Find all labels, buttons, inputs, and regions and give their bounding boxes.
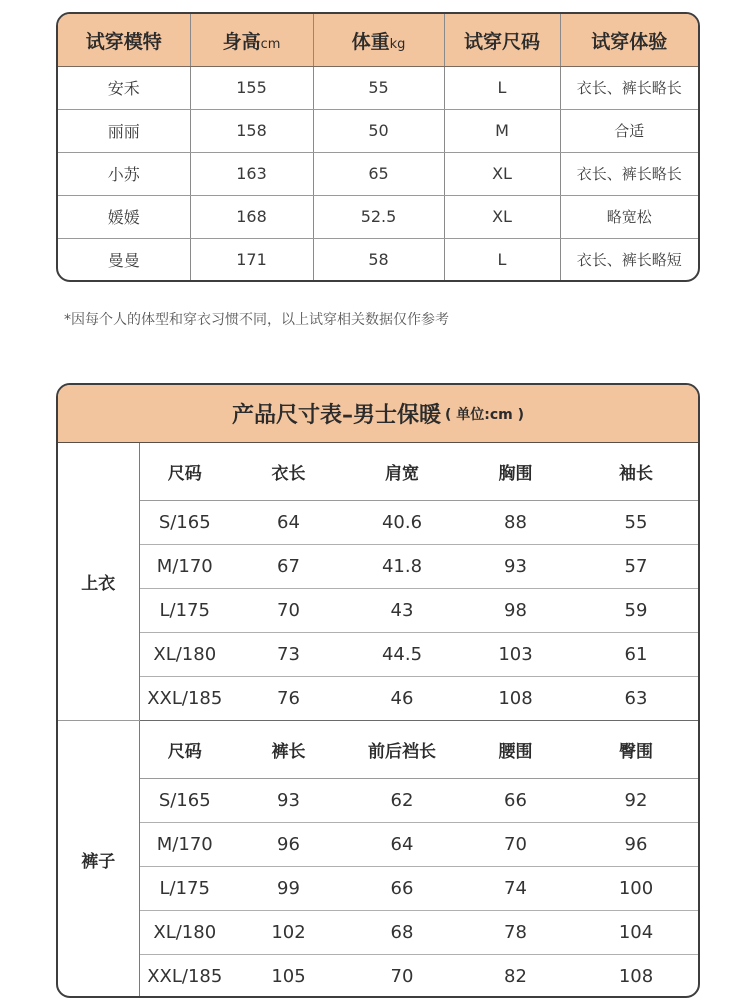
header-model: 试穿模特: [58, 14, 190, 67]
section-pants: [58, 721, 698, 999]
measure-value: 82: [504, 966, 527, 987]
measure-value: 66: [347, 867, 457, 911]
table-row: [58, 589, 698, 633]
size-label: XXL/185: [147, 966, 223, 987]
measure-value: 57: [574, 545, 698, 589]
group-label-pants: 裤子: [58, 721, 139, 999]
column-header: 尺码: [139, 721, 230, 779]
size-label: XXL/185: [139, 677, 230, 721]
column-header: 肩宽: [347, 443, 457, 501]
table-row: [58, 195, 698, 238]
measure-value: 73: [230, 633, 347, 677]
measure-value: 59: [574, 589, 698, 633]
table-row: [58, 109, 698, 152]
model-size: XL: [444, 152, 560, 195]
table-row: [58, 955, 698, 999]
section-tops: [58, 443, 698, 721]
measure-value: 46: [347, 677, 457, 721]
model-experience: 衣长、裤长略长: [560, 152, 698, 195]
table-row: [58, 501, 698, 545]
measure-value: 61: [574, 633, 698, 677]
pants-header-row: [58, 721, 698, 779]
model-name: 小苏: [58, 152, 190, 195]
size-label: S/165: [139, 501, 230, 545]
model-name: 安禾: [58, 67, 190, 110]
measure-value: 102: [230, 911, 347, 955]
size-label: L/175: [139, 867, 230, 911]
measure-value: 44.5: [347, 633, 457, 677]
size-label: XL/180: [139, 633, 230, 677]
model-name: 丽丽: [58, 109, 190, 152]
group-label-tops: 上衣: [58, 443, 139, 721]
table-row: [58, 911, 698, 955]
measure-value: 74: [457, 867, 574, 911]
model-height: 171: [190, 238, 313, 280]
measure-value: 70: [457, 823, 574, 867]
model-size: L: [444, 67, 560, 110]
measure-value: 105: [271, 966, 306, 987]
model-size: XL: [444, 195, 560, 238]
measure-value: 40.6: [347, 501, 457, 545]
measure-value: 98: [457, 589, 574, 633]
measure-value: 78: [457, 911, 574, 955]
table-row: [58, 238, 698, 280]
measure-value: 68: [347, 911, 457, 955]
model-name: 曼曼: [58, 238, 190, 280]
measure-value: 99: [230, 867, 347, 911]
measure-value: 62: [347, 779, 457, 823]
size-chart-table: [56, 383, 700, 998]
table-row: [58, 67, 698, 110]
header-weight: 体重kg: [313, 14, 444, 67]
measure-value: 43: [347, 589, 457, 633]
header-experience: 试穿体验: [560, 14, 698, 67]
table-row: [58, 823, 698, 867]
model-experience: 衣长、裤长略长: [560, 67, 698, 110]
model-weight: 52.5: [313, 195, 444, 238]
model-size: M: [444, 109, 560, 152]
model-name: 媛媛: [58, 195, 190, 238]
model-height: 163: [190, 152, 313, 195]
table-row: [58, 152, 698, 195]
table-row: [58, 867, 698, 911]
fit-table-header-row: [58, 14, 698, 67]
table-row: [58, 633, 698, 677]
measure-value: 103: [457, 633, 574, 677]
model-weight: 65: [313, 152, 444, 195]
measure-value: 108: [457, 677, 574, 721]
size-label: XL/180: [139, 911, 230, 955]
measure-value: 55: [574, 501, 698, 545]
model-size: L: [444, 238, 560, 280]
measure-value: 67: [230, 545, 347, 589]
table-row: [58, 677, 698, 721]
measure-value: 93: [457, 545, 574, 589]
header-height: 身高cm: [190, 14, 313, 67]
model-weight: 58: [313, 238, 444, 280]
measure-value: 104: [574, 911, 698, 955]
measure-value: 63: [574, 677, 698, 721]
header-size: 试穿尺码: [444, 14, 560, 67]
size-chart-unit: ( 单位:cm ): [444, 406, 525, 423]
measure-value: 96: [230, 823, 347, 867]
table-row: [58, 779, 698, 823]
measure-value: 70: [230, 589, 347, 633]
column-header: 衣长: [230, 443, 347, 501]
measure-value: 64: [230, 501, 347, 545]
size-label: S/165: [139, 779, 230, 823]
model-experience: 略宽松: [560, 195, 698, 238]
column-header: 腰围: [457, 721, 574, 779]
size-label: L/175: [139, 589, 230, 633]
size-chart-title-bar: [58, 385, 698, 443]
fit-model-table: [56, 12, 700, 282]
measure-value: 88: [457, 501, 574, 545]
column-header: 胸围: [457, 443, 574, 501]
size-chart-title: 产品尺寸表–男士保暖: [231, 403, 441, 428]
measure-value: 66: [457, 779, 574, 823]
model-weight: 55: [313, 67, 444, 110]
measure-value: 76: [230, 677, 347, 721]
column-header: 前后裆长: [347, 721, 457, 779]
model-height: 155: [190, 67, 313, 110]
model-height: 158: [190, 109, 313, 152]
column-header: 裤长: [230, 721, 347, 779]
measure-value: 108: [618, 966, 654, 987]
column-header: 臀围: [574, 721, 698, 779]
measure-value: 70: [390, 966, 414, 987]
tops-header-row: [58, 443, 698, 501]
measure-value: 93: [230, 779, 347, 823]
disclaimer-note: *因每个人的体型和穿衣习惯不同，以上试穿相关数据仅作参考: [64, 312, 449, 328]
model-height: 168: [190, 195, 313, 238]
model-weight: 50: [313, 109, 444, 152]
measure-value: 41.8: [347, 545, 457, 589]
column-header: 尺码: [139, 443, 230, 501]
size-label: M/170: [139, 823, 230, 867]
measure-value: 100: [574, 867, 698, 911]
measure-value: 92: [574, 779, 698, 823]
measure-value: 64: [347, 823, 457, 867]
table-row: [58, 545, 698, 589]
size-label: M/170: [139, 545, 230, 589]
measure-value: 96: [574, 823, 698, 867]
model-experience: 衣长、裤长略短: [576, 250, 682, 269]
column-header: 袖长: [574, 443, 698, 501]
model-experience: 合适: [560, 109, 698, 152]
